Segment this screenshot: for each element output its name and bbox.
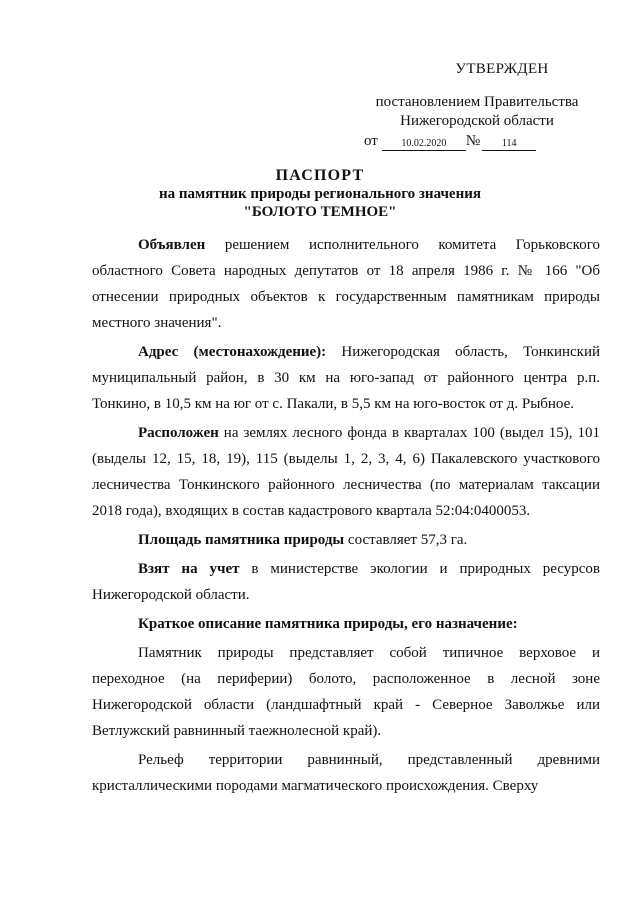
paragraph-description-2: Рельеф территории равнинный, представленный древними кристаллическими породами магматического происхождения. Сверху bbox=[92, 752, 600, 794]
title-line-3: "БОЛОТО ТЕМНОЕ" bbox=[243, 204, 397, 220]
paragraph-address-text: Нижегородская область, Тонкинский муниципальный район, в 30 км на юго-запад от районного центра р.п. Тонкино, в 10,5 км на юг от с. Пакали, в 5,5 км на юго-восток от д. Рыбное. bbox=[92, 344, 601, 412]
approval-heading: УТВЕРЖДЕН bbox=[455, 61, 549, 77]
paragraph-declared-lead: Объявлен bbox=[138, 237, 206, 253]
paragraph-located-text: на землях лесного фонда в кварталах 100 (выдел 15), 101 (выделы 12, 15, 18, 19), 115 (выделы 1, 2, 3, 4, 6) Пакалевского участкового лесничества Тонкинского районного лесничества (по материалам таксации 2018 года), входящих в состав кадастрового квартала 52:04:0400053. bbox=[92, 425, 600, 519]
approval-line-2: Нижегородской области bbox=[400, 113, 554, 129]
document-body bbox=[92, 232, 600, 802]
paragraph-address bbox=[92, 339, 600, 417]
paragraph-registered-text: в министерстве экологии и природных ресурсов Нижегородской области. bbox=[92, 561, 600, 603]
approval-line-1: постановлением Правительства bbox=[375, 94, 579, 110]
paragraph-area-text: составляет 57,3 га. bbox=[344, 532, 468, 548]
paragraph-description-1: Памятник природы представляет собой типичное верховое и переходное (на периферии) болото, расположенное в лесной зоне Нижегородской области (ландшафтный край - Северное Заволжье или Ветлужский равнинный таежнолесной край). bbox=[92, 645, 600, 739]
document-title bbox=[0, 167, 640, 221]
paragraph-area bbox=[92, 527, 600, 553]
order-number: 114 bbox=[482, 138, 536, 151]
number-sign: № bbox=[465, 133, 481, 149]
paragraph-area-lead: Площадь памятника природы bbox=[138, 532, 345, 548]
paragraph-address-lead: Адрес (местонахождение): bbox=[138, 344, 327, 360]
paragraph-located bbox=[92, 420, 600, 524]
description-heading: Краткое описание памятника природы, его назначение: bbox=[138, 616, 518, 632]
paragraph-registered-lead: Взят на учет bbox=[138, 561, 240, 577]
title-line-2: на памятник природы регионального значения bbox=[159, 186, 481, 202]
approval-block bbox=[362, 60, 592, 151]
order-date: 10.02.2020 bbox=[382, 138, 466, 151]
approval-order-line bbox=[364, 132, 592, 151]
paragraph-description-heading bbox=[92, 611, 600, 637]
paragraph-declared bbox=[92, 232, 600, 336]
paragraph-located-lead: Расположен bbox=[138, 425, 219, 441]
paragraph-registered bbox=[92, 556, 600, 608]
title-line-1: ПАСПОРТ bbox=[275, 167, 365, 184]
from-label: от bbox=[364, 133, 378, 149]
paragraph-declared-text: решением исполнительного комитета Горьковского областного Совета народных депутатов от 18 апреля 1986 г. № 166 "Об отнесении природных объектов к государственным памятникам природы местного значения". bbox=[92, 237, 600, 331]
